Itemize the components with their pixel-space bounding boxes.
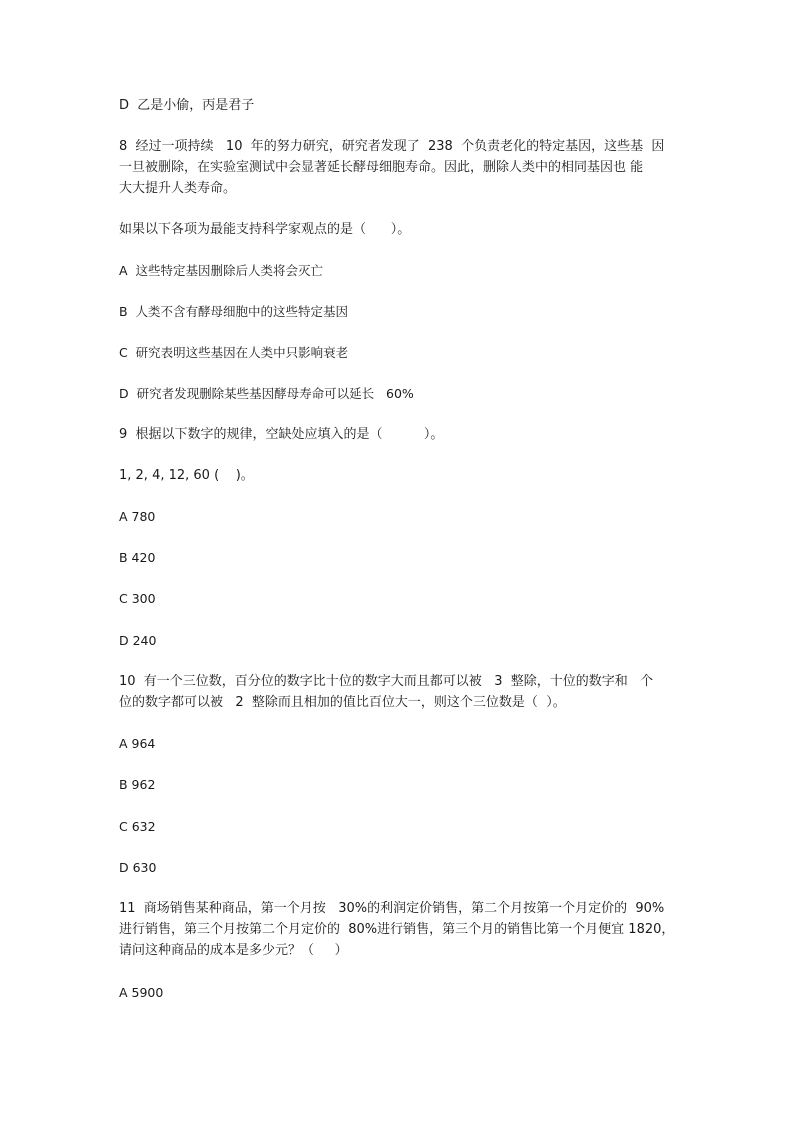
q8-option-a: A 这些特定基因删除后人类将会灭亡 bbox=[119, 263, 323, 278]
q10-option-a: A 964 bbox=[119, 736, 156, 751]
q9-option-a: A 780 bbox=[119, 509, 156, 524]
q8-option-b: B 人类不含有酵母细胞中的这些特定基因 bbox=[119, 304, 349, 319]
q11-stem-line-2: 进行销售，第三个月按第二个月定价的 80%进行销售，第三个月的销售比第一个月便宜 1820， bbox=[119, 922, 675, 937]
q9-option-b: B 420 bbox=[119, 550, 156, 565]
q8-stem-line-3: 大大提升人类寿命。 bbox=[119, 181, 237, 196]
q11-stem-line-1: 11 商场销售某种商品，第一个月按 30%的利润定价销售，第二个月按第一个月定价的 90% bbox=[119, 901, 665, 916]
q8-option-c: C 研究表明这些基因在人类中只影响衰老 bbox=[119, 345, 349, 360]
q8-stem-line-1: 8 经过一项持续 10 年的努力研究，研究者发现了 238 个负责老化的特定基因，这些基 因 bbox=[119, 139, 665, 154]
q10-option-b: B 962 bbox=[119, 777, 156, 792]
q10-stem-line-2: 位的数字都可以被 2 整除而且相加的值比百位大一，则这个三位数是（ ）。 bbox=[119, 695, 566, 710]
q8-stem-line-2: 一旦被删除，在实验室测试中会显著延长酵母细胞寿命。因此，删除人类中的相同基因也 能 bbox=[119, 160, 644, 175]
q9-option-c: C 300 bbox=[119, 591, 156, 606]
q11-stem-line-3: 请问这种商品的成本是多少元？（ ） bbox=[119, 943, 348, 958]
q7-option-d: D 乙是小偷，丙是君子 bbox=[119, 98, 255, 113]
q10-option-c: C 632 bbox=[119, 819, 156, 834]
q9-sequence: 1, 2, 4, 12, 60 ( )。 bbox=[119, 468, 254, 483]
q10-option-d: D 630 bbox=[119, 860, 157, 875]
q10-stem-line-1: 10 有一个三位数，百分位的数字比十位的数字大而且都可以被 3 整除，十位的数字和 个 bbox=[119, 674, 654, 689]
q8-option-d: D 研究者发现删除某些基因酵母寿命可以延长 60% bbox=[119, 386, 414, 401]
q9-stem: 9 根据以下数字的规律，空缺处应填入的是（ ）。 bbox=[119, 427, 444, 442]
q11-option-a: A 5900 bbox=[119, 985, 164, 1000]
q9-option-d: D 240 bbox=[119, 633, 157, 648]
q8-prompt: 如果以下各项为最能支持科学家观点的是（ ）。 bbox=[119, 222, 411, 237]
